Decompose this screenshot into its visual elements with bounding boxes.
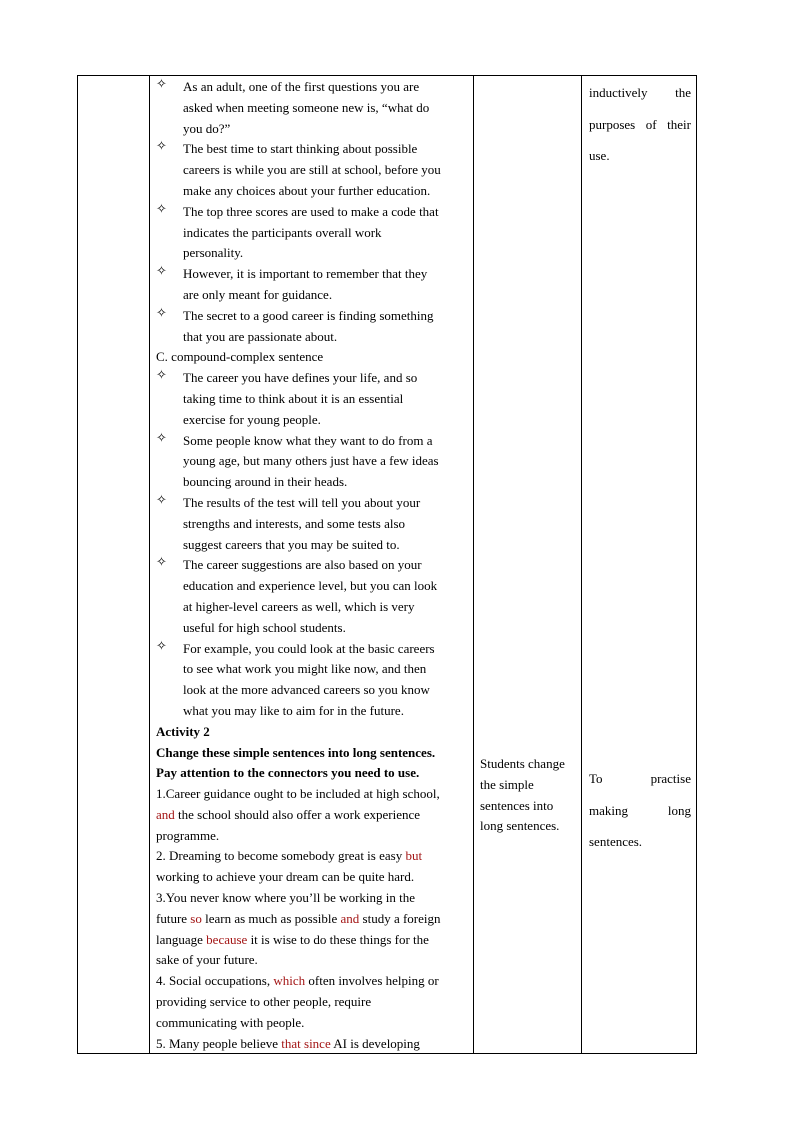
exercise-text: AI is developing <box>330 1035 420 1051</box>
bullet-item <box>156 639 473 722</box>
bullet-line: look at the more advanced careers so you know <box>183 682 430 698</box>
four-point-star-bullet-icon: ✧ <box>156 139 167 155</box>
bullet-item <box>156 431 473 493</box>
activity-title: Activity 2 <box>156 723 210 739</box>
bullet-line: However, it is important to remember that they <box>183 266 428 282</box>
exercise-5 <box>156 1034 473 1053</box>
activity-instruction: Pay attention to the connectors you need to use. <box>156 765 420 781</box>
four-point-star-bullet-icon: ✧ <box>156 264 167 280</box>
purpose-text-bottom <box>589 763 691 858</box>
exercise-text: often involves helping or <box>305 973 439 989</box>
student-activity-cell <box>474 76 581 1053</box>
exercise-line <box>156 909 473 930</box>
bullet-line: young age, but many others just have a few ideas <box>183 453 439 469</box>
bullet-line: taking time to think about it is an essential <box>183 390 404 406</box>
bullet-line: education and experience level, but you can look <box>183 578 438 594</box>
connector-word: and <box>340 910 360 926</box>
bullet-line: at higher-level careers as well, which is very <box>183 598 415 614</box>
bullet-line: asked when meeting someone new is, “what do <box>183 99 430 115</box>
simple-sentence-list <box>156 77 473 347</box>
exercise-text: 5. Many people believe <box>156 1035 282 1051</box>
exercise-1 <box>156 784 473 846</box>
exercise-line <box>156 805 473 826</box>
four-point-star-bullet-icon: ✧ <box>156 555 167 571</box>
bullet-line: The secret to a good career is finding something <box>183 307 434 323</box>
cell-line: making long <box>589 802 691 818</box>
cell-line: sentences into <box>480 797 554 813</box>
exercise-line: 3.You never know where you’ll be working in the <box>156 890 415 906</box>
bullet-line: what you may like to aim for in the future. <box>183 702 404 718</box>
exercise-line <box>156 971 473 992</box>
bullet-item <box>156 202 473 264</box>
connector-word: so <box>190 910 202 926</box>
exercise-line <box>156 846 473 867</box>
connector-word: because <box>206 931 248 947</box>
cell-line: Students change <box>480 756 565 771</box>
bullet-item <box>156 77 473 139</box>
cell-line: purposes of their <box>589 116 691 132</box>
bullet-line: indicates the participants overall work <box>183 224 382 240</box>
bullet-line: Some people know what they want to do from a <box>183 432 433 448</box>
bullet-line: are only meant for guidance. <box>183 286 333 302</box>
exercise-text: 2. Dreaming to become somebody great is easy <box>156 848 406 864</box>
bullet-line: suggest careers that you may be suited to. <box>183 536 400 552</box>
section-heading-c: C. compound-complex sentence <box>156 349 324 365</box>
bullet-line: bouncing around in their heads. <box>183 474 348 490</box>
exercise-line: programme. <box>156 827 220 843</box>
bullet-line: make any choices about your further education. <box>183 182 431 198</box>
four-point-star-bullet-icon: ✧ <box>156 368 167 384</box>
four-point-star-bullet-icon: ✧ <box>156 638 167 654</box>
exercise-4 <box>156 971 473 1033</box>
four-point-star-bullet-icon: ✧ <box>156 492 167 508</box>
cell-line: use. <box>589 148 610 163</box>
cell-line: inductively the <box>589 85 691 100</box>
bullet-line: that you are passionate about. <box>183 328 338 344</box>
activity-instruction: Change these simple sentences into long sentences. <box>156 744 436 760</box>
bullet-item <box>156 555 473 638</box>
exercise-2 <box>156 846 473 888</box>
exercise-line: 1.Career guidance ought to be included at high school, <box>156 786 440 802</box>
bullet-line: careers is while you are still at school, before you <box>183 162 441 178</box>
connector-word: and <box>156 806 175 822</box>
exercise-text: it is wise to do these things for the <box>247 931 429 947</box>
student-activity-text <box>480 754 576 837</box>
bullet-line: The top three scores are used to make a code that <box>183 203 439 219</box>
four-point-star-bullet-icon: ✧ <box>156 77 167 92</box>
bullet-line: to see what work you might like now, and then <box>183 661 427 677</box>
cell-line: the simple <box>480 776 534 792</box>
bullet-line: strengths and interests, and some tests also <box>183 515 406 531</box>
bullet-line: The best time to start thinking about possible <box>183 141 418 157</box>
bullet-item <box>156 139 473 201</box>
bullet-line: exercise for young people. <box>183 411 321 427</box>
exercise-text: language <box>156 931 207 947</box>
bullet-item <box>156 368 473 430</box>
exercise-text: future <box>156 910 191 926</box>
exercise-line: communicating with people. <box>156 1014 305 1030</box>
connector-word: but <box>405 848 423 864</box>
exercise-text: 4. Social occupations, <box>156 973 274 989</box>
four-point-star-bullet-icon: ✧ <box>156 201 167 217</box>
exercise-line: sake of your future. <box>156 952 258 968</box>
bullet-line: As an adult, one of the first questions you are <box>183 79 420 94</box>
four-point-star-bullet-icon: ✧ <box>156 305 167 321</box>
bullet-item <box>156 493 473 555</box>
connector-word: which <box>273 973 306 989</box>
exercise-line <box>156 930 473 951</box>
bullet-line: The career you have defines your life, and so <box>183 370 418 386</box>
purpose-text-top <box>589 77 691 172</box>
lesson-table <box>77 75 697 1054</box>
bullet-line: For example, you could look at the basic careers <box>183 640 435 656</box>
bullet-line: useful for high school students. <box>183 619 346 635</box>
compound-complex-list <box>156 368 473 722</box>
activity-content-cell <box>150 76 473 1053</box>
connector-word: that since <box>281 1035 331 1051</box>
exercise-text: the school should also offer a work experience <box>174 806 421 822</box>
cell-line: sentences. <box>589 834 643 849</box>
exercise-line: working to achieve your dream can be quite hard. <box>156 869 415 885</box>
cell-line: long sentences. <box>480 818 560 834</box>
cell-line: To practise <box>589 771 691 786</box>
exercise-line: providing service to other people, require <box>156 994 372 1010</box>
bullet-line: The career suggestions are also based on your <box>183 557 422 573</box>
exercise-text: study a foreign <box>359 910 441 926</box>
bullet-item <box>156 264 473 306</box>
exercise-text: learn as much as possible <box>201 910 341 926</box>
bullet-line: personality. <box>183 245 244 261</box>
purpose-cell <box>582 76 697 1053</box>
bullet-line: The results of the test will tell you about your <box>183 494 421 510</box>
exercise-3 <box>156 888 473 971</box>
exercise-line <box>156 1034 473 1053</box>
four-point-star-bullet-icon: ✧ <box>156 430 167 446</box>
bullet-line: you do?” <box>183 120 231 136</box>
bullet-item <box>156 306 473 348</box>
